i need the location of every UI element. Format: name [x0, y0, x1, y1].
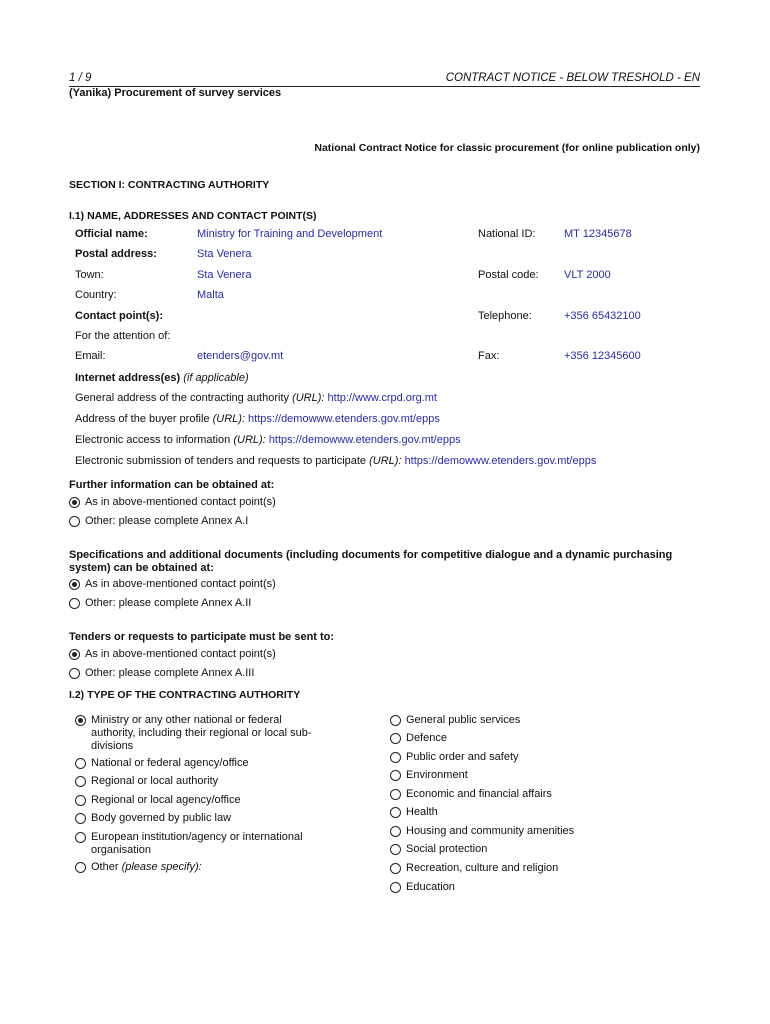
activity-option-2[interactable]: Public order and safety	[390, 751, 519, 763]
radio-unselected-icon[interactable]	[75, 832, 86, 843]
activity-option-9[interactable]: Education	[390, 881, 455, 893]
activity-option-5[interactable]: Health	[390, 806, 438, 818]
further-info-heading: Further information can be obtained at:	[69, 479, 275, 491]
subsection-heading-i2: I.2) TYPE OF THE CONTRACTING AUTHORITY	[69, 689, 301, 701]
electronic-submission-label: Electronic submission of tenders and requests to participate	[75, 455, 367, 467]
postal-address-label: Postal address:	[75, 248, 157, 260]
url-tag: (URL):	[212, 413, 245, 425]
country-value: Malta	[197, 289, 224, 301]
email-label: Email:	[75, 350, 106, 362]
electronic-submission-row	[75, 455, 596, 467]
authority-type-option-6[interactable]: Other (please specify):	[75, 861, 202, 873]
tenders-option-0[interactable]: As in above-mentioned contact point(s)	[69, 648, 276, 660]
contact-points-label: Contact point(s):	[75, 310, 163, 322]
radio-unselected-icon[interactable]	[75, 862, 86, 873]
radio-unselected-icon[interactable]	[390, 715, 401, 726]
radio-unselected-icon[interactable]	[390, 807, 401, 818]
notice-type: CONTRACT NOTICE - BELOW TRESHOLD - EN	[445, 72, 700, 84]
electronic-access-link[interactable]: https://demowww.etenders.gov.mt/epps	[268, 434, 461, 446]
telephone-value: +356 65432100	[564, 310, 641, 322]
general-address-label: General address of the contracting authority	[75, 392, 290, 404]
specs-heading: Specifications and additional documents (including documents for competitive dialogue and a dynamic purchasing system) can be obtained at:	[69, 549, 673, 574]
radio-selected-icon[interactable]	[69, 579, 80, 590]
radio-selected-icon[interactable]	[69, 649, 80, 660]
radio-unselected-icon[interactable]	[75, 813, 86, 824]
tenders-heading: Tenders or requests to participate must be sent to:	[69, 631, 335, 643]
fax-value: +356 12345600	[564, 350, 641, 362]
radio-unselected-icon[interactable]	[390, 882, 401, 893]
postal-address-value: Sta Venera	[197, 248, 252, 260]
radio-selected-icon[interactable]	[69, 497, 80, 508]
radio-selected-icon[interactable]	[75, 715, 86, 726]
activity-option-3[interactable]: Environment	[390, 769, 468, 781]
tenders-option-1[interactable]: Other: please complete Annex A.III	[69, 667, 254, 679]
national-id-label: National ID:	[478, 228, 536, 240]
fax-label: Fax:	[478, 350, 500, 362]
subsection-heading-i1: I.1) NAME, ADDRESSES AND CONTACT POINT(S)	[69, 210, 317, 222]
internet-addresses	[75, 372, 249, 384]
attention-label: For the attention of:	[75, 330, 171, 342]
authority-type-option-0[interactable]: Ministry or any other national or federal authority, including their regional or local sub-divisions	[75, 714, 345, 753]
notice-subtitle: National Contract Notice for classic procurement (for online publication only)	[314, 142, 700, 154]
radio-unselected-icon[interactable]	[390, 752, 401, 763]
radio-unselected-icon[interactable]	[75, 776, 86, 787]
buyer-profile-row	[75, 413, 440, 425]
town-label: Town:	[75, 269, 104, 281]
internet-label: Internet address(es)	[75, 372, 181, 384]
activity-option-4[interactable]: Economic and financial affairs	[390, 788, 552, 800]
postal-code-label: Postal code:	[478, 269, 539, 281]
page-number: 1 / 9	[69, 72, 92, 84]
general-address-link[interactable]: http://www.crpd.org.mt	[327, 392, 437, 404]
radio-unselected-icon[interactable]	[390, 733, 401, 744]
authority-type-option-2[interactable]: Regional or local authority	[75, 775, 218, 787]
town-value: Sta Venera	[197, 269, 252, 281]
url-tag: (URL):	[292, 392, 325, 404]
electronic-access-label: Electronic access to information	[75, 434, 231, 446]
activity-option-6[interactable]: Housing and community amenities	[390, 825, 574, 837]
radio-unselected-icon[interactable]	[390, 844, 401, 855]
general-address-row	[75, 392, 437, 404]
activity-option-1[interactable]: Defence	[390, 732, 447, 744]
postal-code-value: VLT 2000	[564, 269, 611, 281]
other-note: (please specify):	[121, 861, 202, 873]
activity-option-8[interactable]: Recreation, culture and religion	[390, 862, 558, 874]
radio-unselected-icon[interactable]	[75, 795, 86, 806]
authority-type-option-4[interactable]: Body governed by public law	[75, 812, 231, 824]
url-tag: (URL):	[233, 434, 266, 446]
radio-unselected-icon[interactable]	[390, 789, 401, 800]
activity-option-0[interactable]: General public services	[390, 714, 520, 726]
electronic-submission-link[interactable]: https://demowww.etenders.gov.mt/epps	[404, 455, 597, 467]
telephone-label: Telephone:	[478, 310, 532, 322]
further-info-option-1[interactable]: Other: please complete Annex A.I	[69, 515, 248, 527]
electronic-access-row	[75, 434, 461, 446]
radio-unselected-icon[interactable]	[390, 770, 401, 781]
buyer-profile-label: Address of the buyer profile	[75, 413, 210, 425]
further-info-option-0[interactable]: As in above-mentioned contact point(s)	[69, 496, 276, 508]
email-value[interactable]: etenders@gov.mt	[197, 350, 284, 362]
national-id-value: MT 12345678	[564, 228, 632, 240]
country-label: Country:	[75, 289, 117, 301]
authority-type-option-3[interactable]: Regional or local agency/office	[75, 794, 241, 806]
specs-option-0[interactable]: As in above-mentioned contact point(s)	[69, 578, 276, 590]
radio-unselected-icon[interactable]	[69, 598, 80, 609]
authority-type-option-1[interactable]: National or federal agency/office	[75, 757, 249, 769]
radio-unselected-icon[interactable]	[390, 863, 401, 874]
activity-option-7[interactable]: Social protection	[390, 843, 487, 855]
official-name-label: Official name:	[75, 228, 148, 240]
official-name-value: Ministry for Training and Development	[197, 228, 383, 240]
section-heading: SECTION I: CONTRACTING AUTHORITY	[69, 179, 270, 191]
document-title: (Yanika) Procurement of survey services	[69, 87, 282, 99]
buyer-profile-link[interactable]: https://demowww.etenders.gov.mt/epps	[248, 413, 440, 425]
radio-unselected-icon[interactable]	[390, 826, 401, 837]
specs-option-1[interactable]: Other: please complete Annex A.II	[69, 597, 251, 609]
internet-note: (if applicable)	[183, 372, 249, 384]
radio-unselected-icon[interactable]	[69, 668, 80, 679]
radio-unselected-icon[interactable]	[69, 516, 80, 527]
authority-type-option-5[interactable]: European institution/agency or international organisation	[75, 831, 345, 857]
radio-unselected-icon[interactable]	[75, 758, 86, 769]
url-tag: (URL):	[369, 455, 402, 467]
